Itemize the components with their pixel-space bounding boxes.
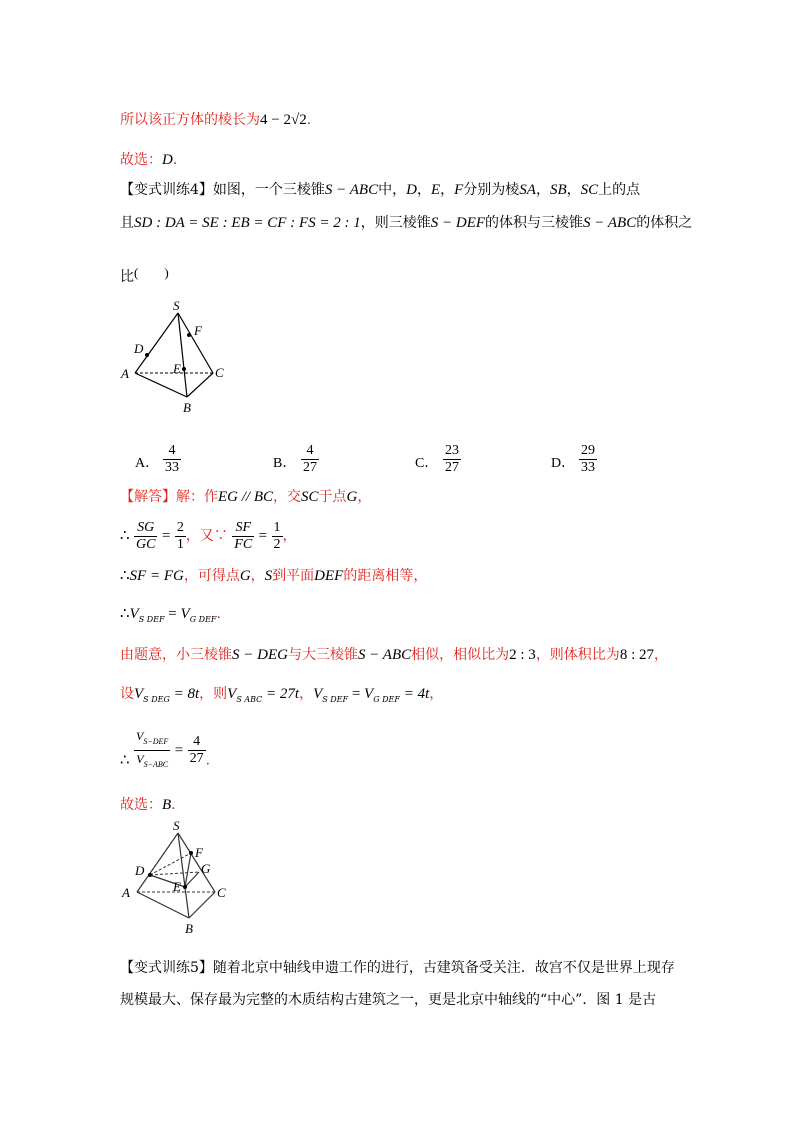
solution-line3: [120, 566, 427, 586]
text: ，: [535, 182, 550, 198]
math: V: [180, 606, 190, 622]
numerator: 1: [273, 519, 281, 535]
label-S: S: [173, 298, 180, 313]
text: ，则三棱锥: [360, 215, 431, 231]
math: E: [430, 182, 441, 198]
text: ，: [282, 528, 297, 544]
numerator: 2: [176, 519, 184, 535]
fraction-1-2: [272, 520, 283, 553]
problem4-line1: [120, 180, 640, 200]
choice-value: D: [162, 152, 173, 168]
subscript: S DEF: [138, 615, 165, 624]
text: 的距离相等，: [343, 568, 428, 584]
numerator: 29: [581, 443, 595, 458]
text: 故选：: [120, 797, 162, 813]
problem4-line3: [120, 263, 169, 287]
text: 与大三棱锥: [287, 647, 358, 663]
option-c[interactable]: [415, 436, 475, 476]
text: 且: [120, 215, 134, 231]
answer-blank: ( ): [134, 265, 169, 280]
text: ，: [357, 489, 372, 505]
option-d[interactable]: [551, 436, 611, 476]
period: .: [306, 112, 312, 128]
math: SC: [301, 489, 319, 505]
text: 的体积之: [636, 215, 693, 231]
text: 分别为棱: [463, 182, 520, 198]
subscript: S−DEF: [143, 737, 169, 746]
text: 规模最大、保存最为完整的木质结构古建筑之一，更是北京中轴线的“中心”．图 1 是古: [120, 992, 657, 1008]
math: SA: [519, 182, 536, 198]
text: 中，: [378, 182, 407, 198]
therefore-symbol: ∴: [120, 568, 130, 584]
math: V: [227, 686, 237, 702]
answer-choice-line: [120, 150, 177, 170]
option-a[interactable]: [135, 436, 195, 476]
period: .: [172, 152, 178, 168]
label-D: D: [135, 863, 145, 878]
math: 8 : 27: [619, 647, 654, 663]
math: = 27t: [262, 686, 300, 702]
math: G: [239, 568, 251, 584]
math: S − ABC: [583, 215, 637, 231]
subscript: G DEF: [189, 615, 217, 624]
label-B: B: [185, 921, 193, 936]
numerator: 4: [193, 734, 201, 749]
text: 比: [120, 269, 134, 285]
label-C: C: [215, 365, 224, 380]
math: S − ABC: [357, 647, 412, 663]
option-b-fraction: [301, 443, 319, 476]
math: F: [454, 182, 464, 198]
option-c-fraction: [443, 443, 461, 476]
numerator: 4: [306, 443, 314, 458]
edge-length-expr: 4 − 2√2: [260, 112, 307, 128]
text: 到平面: [272, 568, 315, 584]
subscript: S−ABC: [143, 760, 169, 769]
text: 上的点: [598, 182, 641, 198]
denominator: 27: [303, 460, 317, 475]
math: V: [136, 752, 144, 766]
solution-line1: [120, 487, 371, 507]
denominator: 1: [176, 536, 184, 552]
text: ，: [429, 686, 444, 702]
option-b[interactable]: [273, 436, 333, 476]
fraction-4-27: [188, 734, 206, 767]
label-C: C: [217, 885, 226, 900]
equals: =: [164, 606, 181, 622]
math: S − DEG: [232, 647, 288, 663]
numerator: SG: [137, 519, 155, 535]
math: = 8t: [169, 686, 200, 702]
math: SC: [580, 182, 599, 198]
math: V: [134, 686, 144, 702]
text: ，: [653, 647, 668, 663]
problem4-tag: 【变式训练4】: [120, 182, 213, 198]
text: ，: [416, 182, 431, 198]
text: .: [171, 797, 176, 813]
option-label: A．: [135, 456, 160, 471]
equals: =: [258, 528, 268, 544]
math: 2 : 3: [509, 647, 536, 663]
text: ，: [440, 182, 455, 198]
label-B: B: [183, 400, 191, 415]
math: S − DEF: [430, 215, 486, 231]
label-E: E: [173, 361, 181, 376]
text: ，交: [273, 489, 301, 505]
math: DEF: [314, 568, 344, 584]
option-label: C．: [415, 456, 439, 471]
denominator: 2: [273, 536, 281, 552]
text: 由题意，小三棱锥: [120, 647, 232, 663]
solution-tag: 【解答】: [120, 489, 176, 505]
problem5-line1: [120, 958, 675, 978]
text: 随着北京中轴线申遗工作的进行，古建筑备受关注．故宫不仅是世界上现存: [212, 960, 675, 976]
text: ，: [250, 568, 265, 584]
label-G: G: [201, 861, 211, 876]
math: S − ABC: [324, 182, 379, 198]
option-d-fraction: [579, 443, 597, 476]
solution-answer-line: [120, 795, 176, 815]
fraction-sf-fc: [232, 520, 254, 553]
text: ，则体积比为: [535, 647, 620, 663]
solution-line5: [120, 645, 668, 665]
text: ，可得点: [183, 568, 240, 584]
equals: =: [174, 742, 184, 759]
text: ，: [299, 686, 314, 702]
label-A: A: [121, 366, 129, 381]
edge-length-text: 所以该正方体的棱长为: [120, 112, 260, 128]
math: V: [136, 729, 144, 743]
text: 如图，一个三棱锥: [212, 182, 325, 198]
solution-line6: [120, 684, 443, 710]
label-E: E: [173, 879, 181, 894]
label-D: D: [134, 341, 144, 356]
tetrahedron-figure-1: [115, 295, 235, 420]
fraction-sg-gc: [134, 520, 157, 553]
equals: =: [161, 528, 171, 544]
math: = 4t: [399, 686, 430, 702]
label-A: A: [122, 885, 130, 900]
volume-ratio-fraction: [134, 728, 170, 773]
ratio-expr: SD : DA = SE : EB = CF : FS = 2 : 1: [134, 215, 361, 231]
therefore-symbol: ∴: [120, 606, 130, 622]
text: 设: [120, 686, 134, 702]
therefore-symbol: ∴: [120, 528, 130, 544]
math: SF = FG: [129, 568, 184, 584]
numerator: 23: [445, 443, 459, 458]
solution-line2: [120, 518, 297, 554]
denominator: 27: [445, 460, 459, 475]
text: ，则: [199, 686, 228, 702]
math: G: [346, 489, 358, 505]
label-F: F: [194, 323, 202, 338]
solution-line4: [120, 604, 221, 630]
problem5-line2: [120, 990, 656, 1010]
problem4-line2: [120, 213, 692, 233]
denominator: GC: [136, 536, 156, 552]
denominator: 33: [581, 460, 595, 475]
text: 于点: [318, 489, 347, 505]
choice-value: B: [162, 797, 172, 813]
label-F: F: [195, 845, 203, 860]
choice-label: 故选：: [120, 152, 162, 168]
math: V: [364, 686, 374, 702]
option-label: D．: [551, 456, 576, 471]
math: SB: [549, 182, 567, 198]
math: EG // BC: [218, 489, 273, 505]
text: ，又∵: [185, 528, 228, 544]
math: S: [264, 568, 273, 584]
numerator: 4: [168, 443, 176, 458]
therefore-symbol: ∴: [120, 752, 130, 769]
subscript: S DEF: [322, 695, 349, 704]
label-S: S: [173, 818, 180, 833]
subscript: G DEF: [373, 695, 400, 704]
answer-line-edge-length: [120, 110, 311, 130]
denominator: 33: [165, 460, 179, 475]
text: 解：作: [176, 489, 218, 505]
math: V: [313, 686, 323, 702]
problem5-tag: 【变式训练5】: [120, 960, 213, 976]
text: 的体积与三棱锥: [485, 215, 584, 231]
solution-line7: [120, 728, 210, 783]
option-a-fraction: [163, 443, 181, 476]
numerator: SF: [235, 519, 251, 535]
denominator: FC: [234, 536, 253, 552]
tetrahedron-figure-2: [115, 815, 240, 940]
subscript: S ABC: [236, 695, 263, 704]
text: 相似，相似比为: [411, 647, 510, 663]
subscript: S DEG: [143, 695, 170, 704]
text: ，: [566, 182, 581, 198]
denominator: 27: [189, 751, 204, 766]
equals: =: [348, 686, 365, 702]
math: D: [406, 182, 417, 198]
option-label: B．: [273, 456, 297, 471]
text: .: [216, 606, 221, 622]
fraction-2-1: [175, 520, 186, 553]
math: V: [129, 606, 139, 622]
text: .: [205, 752, 211, 769]
